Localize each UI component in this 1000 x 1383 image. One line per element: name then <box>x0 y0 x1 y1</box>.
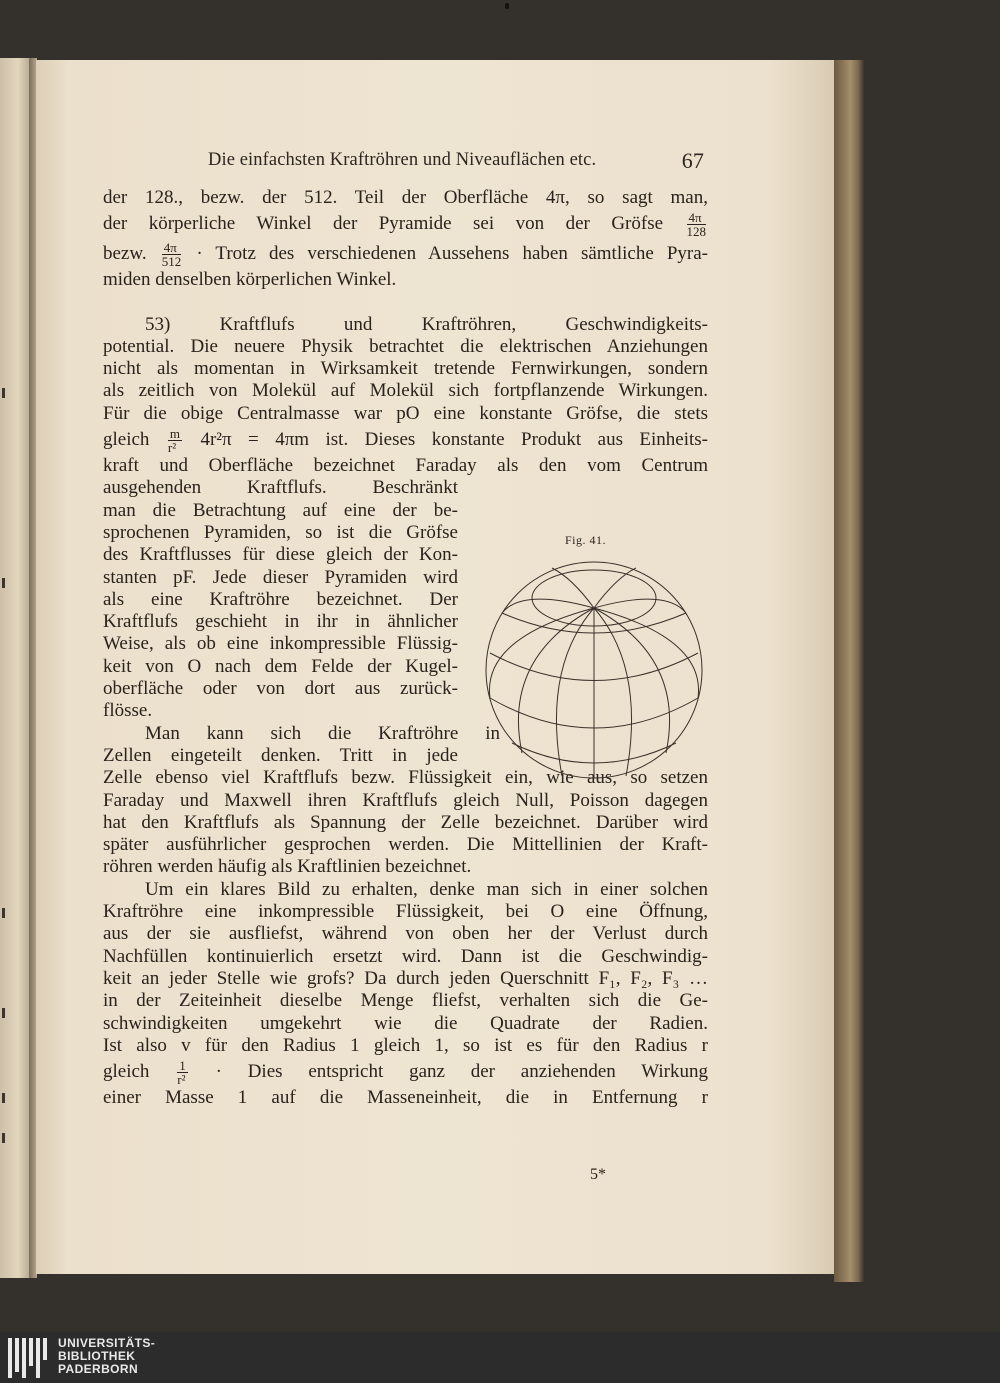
text-line: Kraftflufs geschieht in ihr in ähnlicher <box>103 611 458 633</box>
text-fragment: der körperliche Winkel der Pyramide sei von der Gröfse <box>103 213 664 235</box>
fraction-numerator: 4π <box>687 211 707 225</box>
text-line: Zellen eingeteilt denken. Tritt in jede <box>103 744 458 766</box>
figure-caption: Fig. 41. <box>565 533 607 547</box>
fraction-denominator: 512 <box>161 254 182 270</box>
text-line: man die Betrachtung auf eine der be- <box>103 499 458 521</box>
text-line <box>103 1057 708 1087</box>
text-fragment: · Dies entspricht ganz der anziehenden Wirkung <box>215 1061 708 1083</box>
text-line: ausgehenden Kraftflufs. Beschränkt <box>103 477 458 499</box>
fraction-numerator: 1 <box>179 1058 186 1074</box>
text-line: schwindigkeiten umgekehrt wie die Quadrate der Radien. <box>103 1012 708 1034</box>
text-fragment: bezw. <box>103 243 147 265</box>
text-line: sprochenen Pyramiden, so ist die Gröfse <box>103 521 458 543</box>
running-title: Die einfachsten Kraftröhren und Niveauflächen etc. <box>208 150 597 170</box>
text-line: später ausführlicher gesprochen werden. Die Mittellinien der Kraft- <box>103 834 708 856</box>
text-line: Zelle ebenso viel Kraftflufs bezw. Flüssigkeit ein, wie aus, so setzen <box>103 767 708 789</box>
fraction <box>687 211 707 238</box>
text-line: röhren werden häufig als Kraftlinien bezeichnet. <box>103 856 472 878</box>
text-line: als eine Kraftröhre bezeichnet. Der <box>103 588 458 610</box>
text-line: Kraftröhre eine inkompressible Flüssigkeit, bei O eine Öffnung, <box>103 901 708 923</box>
fraction-numerator: m <box>169 426 181 442</box>
text-line: hat den Kraftflufs als Spannung der Zelle bezeichnet. Darüber wird <box>103 811 708 833</box>
fraction-denominator: r² <box>177 1072 186 1088</box>
text-line: in der Zeiteinheit dieselbe Menge fliefst, verhalten sich die Ge- <box>103 990 708 1012</box>
text-line: Nachfüllen kontinuierlich ersetzt wird. Dann ist die Geschwindig- <box>103 945 708 967</box>
facing-page-text-fragments <box>0 58 14 1278</box>
text-line: flösse. <box>103 700 153 722</box>
text-fragment: 4r²π = 4πm ist. Dieses konstante Produkt aus Einheits- <box>200 429 709 451</box>
text-line: aus der sie ausfliefst, während von oben her der Verlust durch <box>103 923 708 945</box>
fraction <box>177 1059 188 1086</box>
text-line: Faraday und Maxwell ihren Kraftflufs gleich Null, Poisson dagegen <box>103 789 708 811</box>
fraction-denominator: 128 <box>686 224 707 240</box>
logo-line: UNIVERSITÄTS- <box>58 1336 156 1350</box>
book-cover-edge <box>834 60 864 1282</box>
text-line: nicht als momentan in Wirksamkeit tretende Fernwirkungen, sondern <box>103 358 708 380</box>
text-line: kraft und Oberfläche bezeichnet Faraday als den vom Centrum <box>103 455 708 477</box>
library-logo-text <box>58 1337 155 1376</box>
fraction-denominator: r² <box>167 440 177 456</box>
text-fragment: · Trotz des verschiedenen Aussehens haben sämtliche Pyra- <box>196 243 709 265</box>
text-line: Für die obige Centralmasse war pO eine konstante Gröfse, die stets <box>103 402 708 424</box>
text-line <box>103 425 708 455</box>
logo-line: BIBLIOTHEK <box>58 1349 136 1363</box>
logo-line: PADERBORN <box>58 1362 139 1376</box>
text-line <box>103 239 708 269</box>
text-line: des Kraftflusses für diese gleich der Kon- <box>103 544 458 566</box>
text-line <box>103 209 708 239</box>
text-line: potential. Die neuere Physik betrachtet die elektrischen Anziehungen <box>103 335 708 357</box>
text-line: stanten pF. Jede dieser Pyramiden wird <box>103 566 458 588</box>
text-fragment: gleich <box>103 429 150 451</box>
fraction <box>168 427 182 454</box>
signature-mark: 5* <box>590 1166 606 1183</box>
text-fragment: gleich <box>103 1061 150 1083</box>
scan-dust-mark <box>505 3 509 9</box>
library-footer <box>0 1332 1000 1383</box>
text-line: Ist also v für den Radius 1 gleich 1, so ist es für den Radius r <box>103 1034 708 1056</box>
text-line: der 128., bezw. der 512. Teil der Oberfläche 4π, so sagt man, <box>103 187 708 208</box>
text-line: als zeitlich von Molekül auf Molekül sich fortpflanzende Wirkungen. <box>103 380 708 402</box>
text-line: Man kann sich die Kraftröhre in <box>145 722 500 744</box>
text-line: Weise, als ob eine inkompressible Flüssig- <box>103 633 458 655</box>
running-header <box>208 150 708 171</box>
fraction <box>162 241 182 268</box>
page-number: 67 <box>681 148 704 173</box>
fraction-numerator: 4π <box>162 241 182 255</box>
text-line: keit an jeder Stelle wie grofs? Da durch jeden Querschnitt F₁, F₂, F₃ … <box>103 967 708 989</box>
text-line: Um ein klares Bild zu erhalten, denke man sich in einer solchen <box>145 878 708 900</box>
section-heading-line: 53) Kraftflufs und Kraftröhren, Geschwindigkeits- <box>145 313 708 335</box>
wireframe-globe-icon <box>482 558 706 782</box>
library-logo-icon <box>8 1338 48 1378</box>
text-line: miden denselben körperlichen Winkel. <box>103 269 397 291</box>
text-line: einer Masse 1 auf die Masseneinheit, die in Entfernung r <box>103 1087 708 1109</box>
text-line: keit von O nach dem Felde der Kugel- <box>103 655 458 677</box>
text-line: oberfläche oder von dort aus zurück- <box>103 678 458 700</box>
